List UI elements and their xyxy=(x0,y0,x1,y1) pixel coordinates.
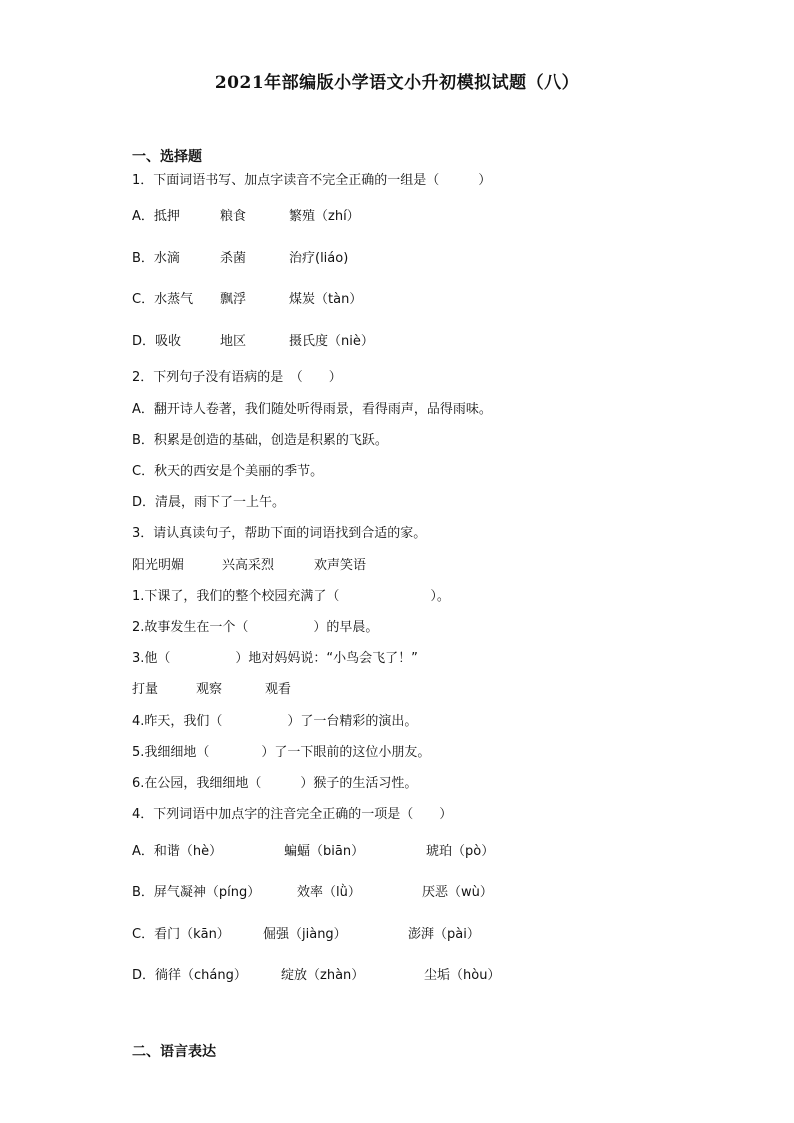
question-1-stem: 1．下面词语书写、加点字读音不完全正确的一组是（ ） xyxy=(132,173,492,188)
option-word: 杀菌 xyxy=(220,251,247,266)
option-word: A．抵押 xyxy=(132,209,180,224)
option-word: 治疗(liáo) xyxy=(289,251,349,266)
option-word: C．看门（kān） xyxy=(132,927,230,942)
option-word: 尘垢（hòu） xyxy=(424,968,501,983)
option-word: D．徜徉（cháng） xyxy=(132,968,247,983)
word-bank-item: 打量 xyxy=(132,682,159,697)
question-2-option-c: C．秋天的西安是个美丽的季节。 xyxy=(132,464,324,479)
question-4-stem: 4．下列词语中加点字的注音完全正确的一项是（ ） xyxy=(132,807,453,822)
question-3-sentence-5: 5.我细细地（ ）了一下眼前的这位小朋友。 xyxy=(132,745,431,760)
question-2-option-d: D．清晨，雨下了一上午。 xyxy=(132,495,286,510)
option-word: 澎湃（pài） xyxy=(408,927,480,942)
question-2-stem: 2．下列句子没有语病的是 （ ） xyxy=(132,370,342,385)
word-bank-item: 观察 xyxy=(196,682,223,697)
word-bank-item: 阳光明媚 xyxy=(132,558,185,573)
option-word: 琥珀（pò） xyxy=(426,844,495,859)
option-word: B．屏气凝神（píng） xyxy=(132,885,261,900)
page-title: 2021年部编版小学语文小升初模拟试题（八） xyxy=(214,73,580,93)
question-2-option-a: A．翻开诗人卷著，我们随处听得雨景，看得雨声，品得雨味。 xyxy=(132,402,492,417)
question-3-sentence-1: 1.下课了，我们的整个校园充满了（ ）。 xyxy=(132,589,450,604)
section-heading-choice: 一、选择题 xyxy=(132,149,202,165)
question-3-sentence-4: 4.昨天，我们（ ）了一台精彩的演出。 xyxy=(132,714,418,729)
option-word: 绽放（zhàn） xyxy=(281,968,365,983)
question-2-option-b: B．积累是创造的基础，创造是积累的飞跃。 xyxy=(132,433,388,448)
option-word: B．水滴 xyxy=(132,251,180,266)
option-word: 厌恶（wù） xyxy=(422,885,493,900)
question-3-sentence-3: 3.他（ ）地对妈妈说：“小鸟会飞了！” xyxy=(132,651,418,666)
option-word: D．吸收 xyxy=(132,334,182,349)
question-3-sentence-6: 6.在公园，我细细地（ ）猴子的生活习性。 xyxy=(132,776,418,791)
question-3-stem: 3．请认真读句子，帮助下面的词语找到合适的家。 xyxy=(132,526,427,541)
option-word: 繁殖（zhí） xyxy=(289,209,360,224)
option-word: 效率（lǜ） xyxy=(297,885,361,900)
option-word: 倔强（jiàng） xyxy=(263,927,347,942)
option-word: 煤炭（tàn） xyxy=(289,292,363,307)
word-bank-item: 兴高采烈 xyxy=(222,558,275,573)
option-word: C．水蒸气 xyxy=(132,292,194,307)
option-word: 蝙蝠（biān） xyxy=(284,844,365,859)
section-heading-language-expression: 二、语言表达 xyxy=(132,1044,216,1060)
word-bank-item: 欢声笑语 xyxy=(314,558,367,573)
option-word: 摄氏度（niè） xyxy=(289,334,374,349)
option-word: 粮食 xyxy=(220,209,247,224)
option-word: 飘浮 xyxy=(220,292,247,307)
option-word: A．和谐（hè） xyxy=(132,844,223,859)
question-3-sentence-2: 2.故事发生在一个（ ）的早晨。 xyxy=(132,620,379,635)
option-word: 地区 xyxy=(220,334,247,349)
word-bank-item: 观看 xyxy=(265,682,292,697)
